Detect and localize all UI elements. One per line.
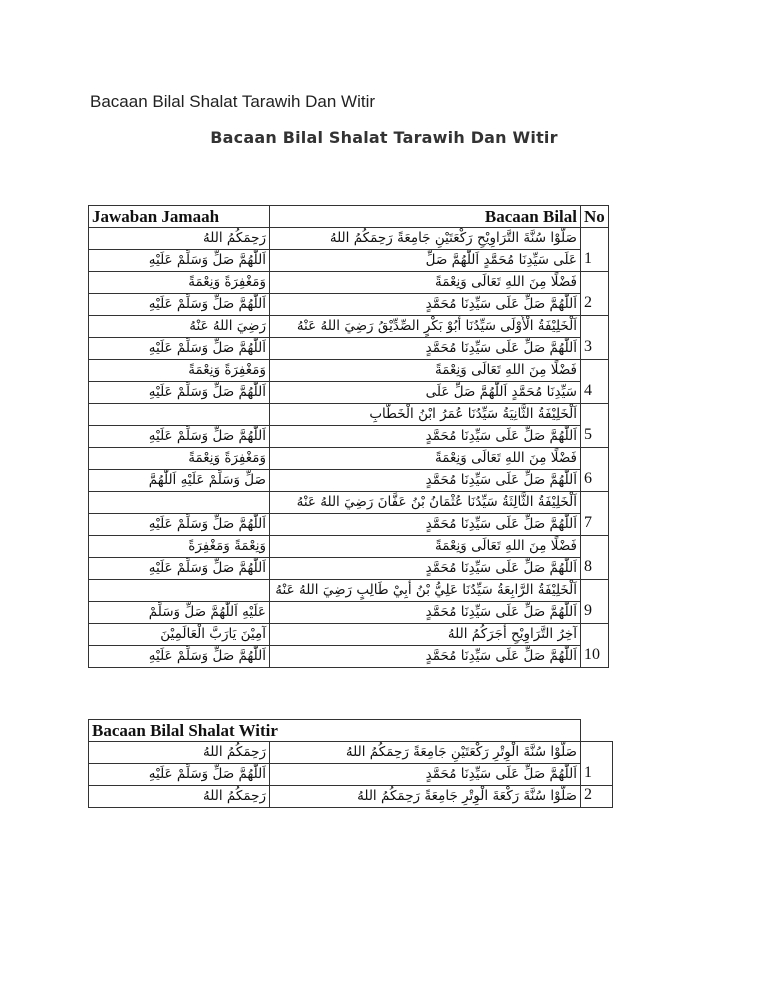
jamaah-cell: اَللّٰهُمَّ صَلِّ وَسَلِّمْ عَلَيْهِ bbox=[89, 558, 270, 580]
document-title: Bacaan Bilal Shalat Tarawih Dan Witir bbox=[90, 92, 376, 111]
witir-section-title: Bacaan Bilal Shalat Witir bbox=[89, 720, 581, 742]
jamaah-cell bbox=[89, 580, 270, 602]
table-row bbox=[89, 228, 609, 250]
bilal-cell: اَللّٰهُمَّ صَلِّ عَلَى سَيِّدِنَا مُحَمَّدٍ bbox=[270, 558, 581, 580]
jamaah-cell: اَللّٰهُمَّ صَلِّ وَسَلِّمْ عَلَيْهِ bbox=[89, 646, 270, 668]
bilal-cell: صَلُّوْا سُنَّةَ التَّرَاوِيْحِ رَكْعَتَيْنِ جَامِعَةً رَحِمَكُمُ اللهُ bbox=[270, 228, 581, 250]
bilal-cell: فَضْلًا مِنَ اللهِ تَعَالَى وَنِعْمَةً bbox=[270, 448, 581, 470]
row-number: 1 bbox=[581, 742, 613, 786]
row-number: 10 bbox=[581, 624, 609, 668]
table-row bbox=[89, 786, 613, 808]
jamaah-cell: اَللّٰهُمَّ صَلِّ وَسَلِّمْ عَلَيْهِ bbox=[89, 514, 270, 536]
table-row bbox=[89, 382, 609, 404]
row-number: 8 bbox=[581, 536, 609, 580]
table-row bbox=[89, 764, 613, 786]
jamaah-cell: صَلِّ وَسَلِّمْ عَلَيْهِ اَللّٰهُمَّ bbox=[89, 470, 270, 492]
bilal-cell: اَللّٰهُمَّ صَلِّ عَلَى سَيِّدِنَا مُحَمَّدٍ bbox=[270, 294, 581, 316]
jamaah-cell: عَلَيْهِ اَللّٰهُمَّ صَلِّ وَسَلِّمْ bbox=[89, 602, 270, 624]
table-row bbox=[89, 470, 609, 492]
blank-cell bbox=[581, 720, 613, 742]
bilal-cell: آخِرُ التَّرَاوِيْحِ أَجَرَكُمُ اللهُ bbox=[270, 624, 581, 646]
jamaah-cell bbox=[89, 492, 270, 514]
bilal-cell: اَلْخَلِيْفَةُ الرَّابِعَةُ سَيِّدُنَا عَلِيُّ بْنُ أَبِيْ طَالِبٍ رَضِيَ اللهُ عَنْهُ bbox=[270, 580, 581, 602]
table-row bbox=[89, 360, 609, 382]
jamaah-cell: اَللّٰهُمَّ صَلِّ وَسَلِّمْ عَلَيْهِ bbox=[89, 382, 270, 404]
bilal-cell: فَضْلًا مِنَ اللهِ تَعَالَى وَنِعْمَةً bbox=[270, 360, 581, 382]
header-bilal: Bacaan Bilal bbox=[270, 206, 581, 228]
table-row bbox=[89, 624, 609, 646]
witir-title-row bbox=[89, 720, 613, 742]
bilal-cell: صَلُّوْا سُنَّةَ الْوِتْرِ رَكْعَتَيْنِ جَامِعَةً رَحِمَكُمُ اللهُ bbox=[270, 742, 581, 764]
jamaah-cell: وَمَغْفِرَةً وَنِعْمَةً bbox=[89, 360, 270, 382]
bilal-cell: عَلَى سَيِّدِنَا مُحَمَّدٍ اَللّٰهُمَّ صَلِّ bbox=[270, 250, 581, 272]
document-subtitle: Bacaan Bilal Shalat Tarawih Dan Witir bbox=[210, 128, 558, 147]
jamaah-cell: رَحِمَكُمُ اللهُ bbox=[89, 786, 270, 808]
bilal-cell: اَلْخَلِيْفَةُ الْأُوْلَى سَيِّدُنَا أَبُوْ بَكْرٍ الصِّدِّيْقُ رَضِيَ اللهُ عَنْهُ bbox=[270, 316, 581, 338]
table-row bbox=[89, 404, 609, 426]
table-row bbox=[89, 338, 609, 360]
table-row bbox=[89, 448, 609, 470]
jamaah-cell: اَللّٰهُمَّ صَلِّ وَسَلِّمْ عَلَيْهِ bbox=[89, 250, 270, 272]
row-number: 1 bbox=[581, 228, 609, 272]
bilal-cell: فَضْلًا مِنَ اللهِ تَعَالَى وَنِعْمَةً bbox=[270, 272, 581, 294]
jamaah-cell: رَحِمَكُمُ اللهُ bbox=[89, 742, 270, 764]
table-row bbox=[89, 492, 609, 514]
bilal-cell: اَللّٰهُمَّ صَلِّ عَلَى سَيِّدِنَا مُحَمَّدٍ bbox=[270, 602, 581, 624]
jamaah-cell: وَمَغْفِرَةً وَنِعْمَةً bbox=[89, 448, 270, 470]
bilal-cell: اَلْخَلِيْفَةُ الثَّانِيَةُ سَيِّدُنَا عُمَرُ ابْنُ الْخَطَّابِ bbox=[270, 404, 581, 426]
row-number: 9 bbox=[581, 580, 609, 624]
table-row bbox=[89, 316, 609, 338]
row-number: 6 bbox=[581, 448, 609, 492]
jamaah-cell: رَحِمَكُمُ اللهُ bbox=[89, 228, 270, 250]
jamaah-cell: رَضِيَ اللهُ عَنْهُ bbox=[89, 316, 270, 338]
table-row bbox=[89, 536, 609, 558]
row-number: 7 bbox=[581, 492, 609, 536]
table-row bbox=[89, 294, 609, 316]
tarawih-table bbox=[88, 205, 609, 668]
bilal-cell: اَللّٰهُمَّ صَلِّ عَلَى سَيِّدِنَا مُحَمَّدٍ bbox=[270, 338, 581, 360]
bilal-cell: صَلُّوْا سُنَّةَ رَكْعَةَ الْوِتْرِ جَامِعَةً رَحِمَكُمُ اللهُ bbox=[270, 786, 581, 808]
jamaah-cell: اَللّٰهُمَّ صَلِّ وَسَلِّمْ عَلَيْهِ bbox=[89, 294, 270, 316]
header-no: No bbox=[581, 206, 609, 228]
table-row bbox=[89, 558, 609, 580]
row-number: 3 bbox=[581, 316, 609, 360]
jamaah-cell: آمِيْنَ يَارَبَّ الْعَالَمِيْنَ bbox=[89, 624, 270, 646]
table-row bbox=[89, 514, 609, 536]
bilal-cell: اَللّٰهُمَّ صَلِّ عَلَى سَيِّدِنَا مُحَمَّدٍ bbox=[270, 646, 581, 668]
bilal-cell: اَللّٰهُمَّ صَلِّ عَلَى سَيِّدِنَا مُحَمَّدٍ bbox=[270, 514, 581, 536]
jamaah-cell: اَللّٰهُمَّ صَلِّ وَسَلِّمْ عَلَيْهِ bbox=[89, 338, 270, 360]
jamaah-cell: وَنِعْمَةً وَمَغْفِرَةً bbox=[89, 536, 270, 558]
bilal-cell: اَلْخَلِيْفَةُ الثَّالِثَةُ سَيِّدُنَا عُثْمَانُ بْنُ عَفَّانَ رَضِيَ اللهُ عَنْهُ bbox=[270, 492, 581, 514]
bilal-cell: اَللّٰهُمَّ صَلِّ عَلَى سَيِّدِنَا مُحَمَّدٍ bbox=[270, 764, 581, 786]
jamaah-cell: اَللّٰهُمَّ صَلِّ وَسَلِّمْ عَلَيْهِ bbox=[89, 426, 270, 448]
bilal-cell: سَيِّدِنَا مُحَمَّدٍ اَللّٰهُمَّ صَلِّ عَلَى bbox=[270, 382, 581, 404]
table-row bbox=[89, 602, 609, 624]
jamaah-cell bbox=[89, 404, 270, 426]
table-row bbox=[89, 426, 609, 448]
table-row bbox=[89, 646, 609, 668]
bilal-cell: فَضْلًا مِنَ اللهِ تَعَالَى وَنِعْمَةً bbox=[270, 536, 581, 558]
jamaah-cell: اَللّٰهُمَّ صَلِّ وَسَلِّمْ عَلَيْهِ bbox=[89, 764, 270, 786]
row-number: 2 bbox=[581, 786, 613, 808]
jamaah-cell: وَمَغْفِرَةً وَنِعْمَةً bbox=[89, 272, 270, 294]
bilal-cell: اَللّٰهُمَّ صَلِّ عَلَى سَيِّدِنَا مُحَمَّدٍ bbox=[270, 470, 581, 492]
header-jamaah: Jawaban Jamaah bbox=[89, 206, 270, 228]
table-row bbox=[89, 742, 613, 764]
row-number: 5 bbox=[581, 404, 609, 448]
table-row bbox=[89, 250, 609, 272]
row-number: 4 bbox=[581, 360, 609, 404]
table-row bbox=[89, 272, 609, 294]
bilal-cell: اَللّٰهُمَّ صَلِّ عَلَى سَيِّدِنَا مُحَمَّدٍ bbox=[270, 426, 581, 448]
witir-table bbox=[88, 719, 613, 808]
row-number: 2 bbox=[581, 272, 609, 316]
table-row bbox=[89, 580, 609, 602]
table-header-row bbox=[89, 206, 609, 228]
